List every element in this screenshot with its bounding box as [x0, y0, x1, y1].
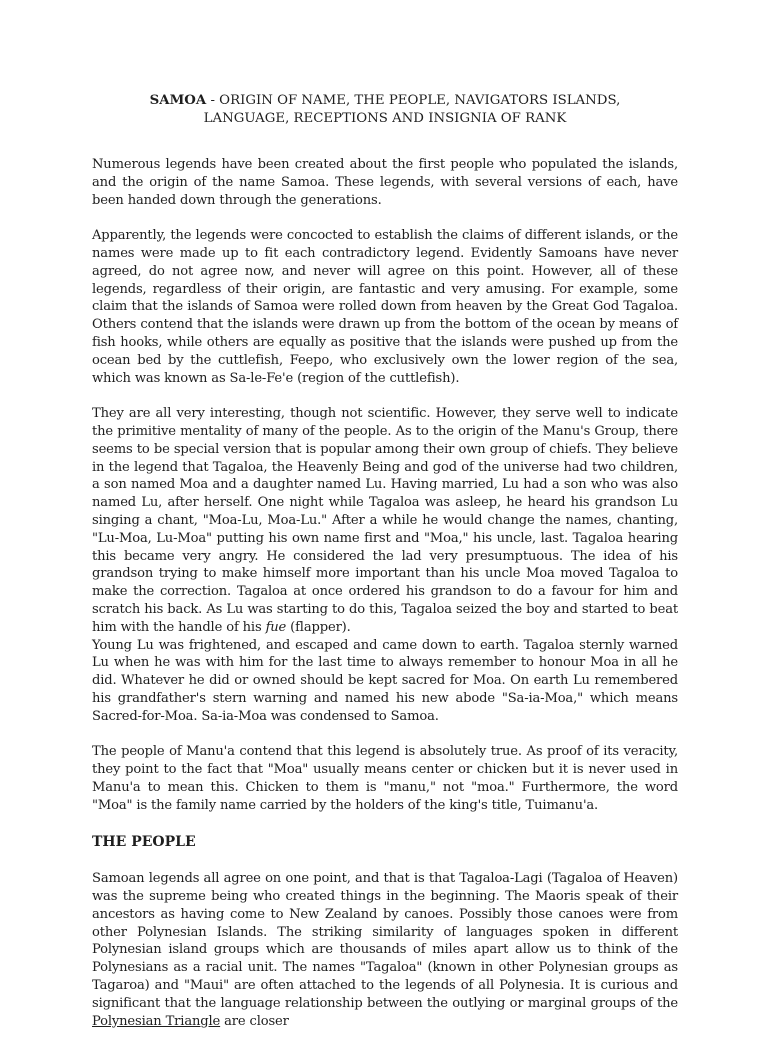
paragraph-manua-legend	[92, 405, 678, 636]
paragraph-manua-proof: The people of Manu'a contend that this legend is absolutely true. As proof of its veracity, they point to the fact that "Moa" usually means center or chicken but it is never used in Manu'a to mean this. Chicken to them is "manu," not "moa." Furthermore, the word "Moa" is the family name carried by the holders of the king's title, Tuimanu'a.	[92, 744, 678, 813]
document-body	[92, 92, 678, 1048]
paragraph-legends: Apparently, the legends were concocted to establish the claims of different islands, or the names were made up to fit each contradictory legend. Evidently Samoans have never agreed, do not agree now, and never will agree on this point. However, all of these legends, regardless of their origin, are fantastic and very amusing. For example, some claim that the islands of Samoa were rolled down from heaven by the Great God Tagaloa. Others contend that the islands were drawn up from the bottom of the ocean by means of fish hooks, while others are equally as positive that the islands were pushed up from the ocean bed by the cuttlefish, Feepo, who exclusively own the lower region of the sea, which was known as Sa-le-Fe'e (region of the cuttlefish).	[92, 228, 678, 386]
paragraph-the-people	[92, 870, 678, 1030]
paragraph-intro: Numerous legends have been created about the first people who populated the islands, and the origin of the name Samoa. These legends, with several versions of each, have been handed down through the generations.	[92, 157, 678, 208]
paragraph-the-people-text: Samoan legends all agree on one point, and that is that Tagaloa-Lagi (Tagaloa of Heaven) was the supreme being who created things in the beginning. The Maoris speak of their ancestors as having come to New Zealand by canoes. Possibly those canoes were from other Polynesian Islands. The striking similarity of languages spoken in different Polynesian island groups which are thousands of miles apart allow us to think of the Polynesians as a racial unit. The names "Tagaloa" (known in other Polynesian groups as Tagaroa) and "Maui" are often attached to the legends of all Polynesia. It is curious and significant that the language relationship between the outlying or marginal groups of the	[92, 871, 678, 1011]
title-line-2: LANGUAGE, RECEPTIONS AND INSIGNIA OF RANK	[203, 111, 567, 126]
paragraph-the-people-end: are closer	[220, 1013, 289, 1029]
paragraph-young-lu: Young Lu was frightened, and escaped and came down to earth. Tagaloa sternly warned Lu when he was with him for the last time to always remember to honour Moa in all he did. Whatever he did or owned should be kept sacred for Moa. On earth Lu remembered his grandfather's stern warning and named his new abode "Sa-ia-Moa," which means Sacred-for-Moa. Sa-ia-Moa was condensed to Samoa.	[92, 637, 678, 724]
title-lead: SAMOA	[149, 93, 207, 108]
title-rest: - ORIGIN OF NAME, THE PEOPLE, NAVIGATORS ISLANDS,	[206, 93, 621, 108]
fue-term: fue	[265, 619, 287, 635]
paragraph-manua-legend-text: They are all very interesting, though not scientific. However, they serve well to indicate the primitive mentality of many of the people. As to the origin of the Manu's Group, there seems to be special version that is popular among their own group of chiefs. They believe in the legend that Tagaloa, the Heavenly Being and god of the universe had two children, a son named Moa and a daughter named Lu. Having married, Lu had a son who was also named Lu, after herself. One night while Tagaloa was asleep, he heard his grandson Lu singing a chant, "Moa-Lu, Moa-Lu." After a while he would change the names, chanting, "Lu-Moa, Lu-Moa" putting his own name first and "Moa," his uncle, last. Tagaloa hearing this became very angry. He considered the lad very presumptuous. The idea of his grandson trying to make himself more important than his uncle Moa moved Tagaloa to make the correction. Tagaloa at once ordered his grandson to do a favour for him and scratch his back. As Lu was starting to do this, Tagaloa seized the boy and started to beat him with the handle of his	[92, 406, 678, 635]
paragraph-manua-legend-end: (flapper).	[286, 619, 351, 635]
polynesian-triangle-link[interactable]: Polynesian Triangle	[92, 1013, 221, 1029]
section-heading-the-people: THE PEOPLE	[92, 834, 196, 851]
document-title	[92, 92, 678, 128]
title-line-1	[92, 92, 678, 110]
